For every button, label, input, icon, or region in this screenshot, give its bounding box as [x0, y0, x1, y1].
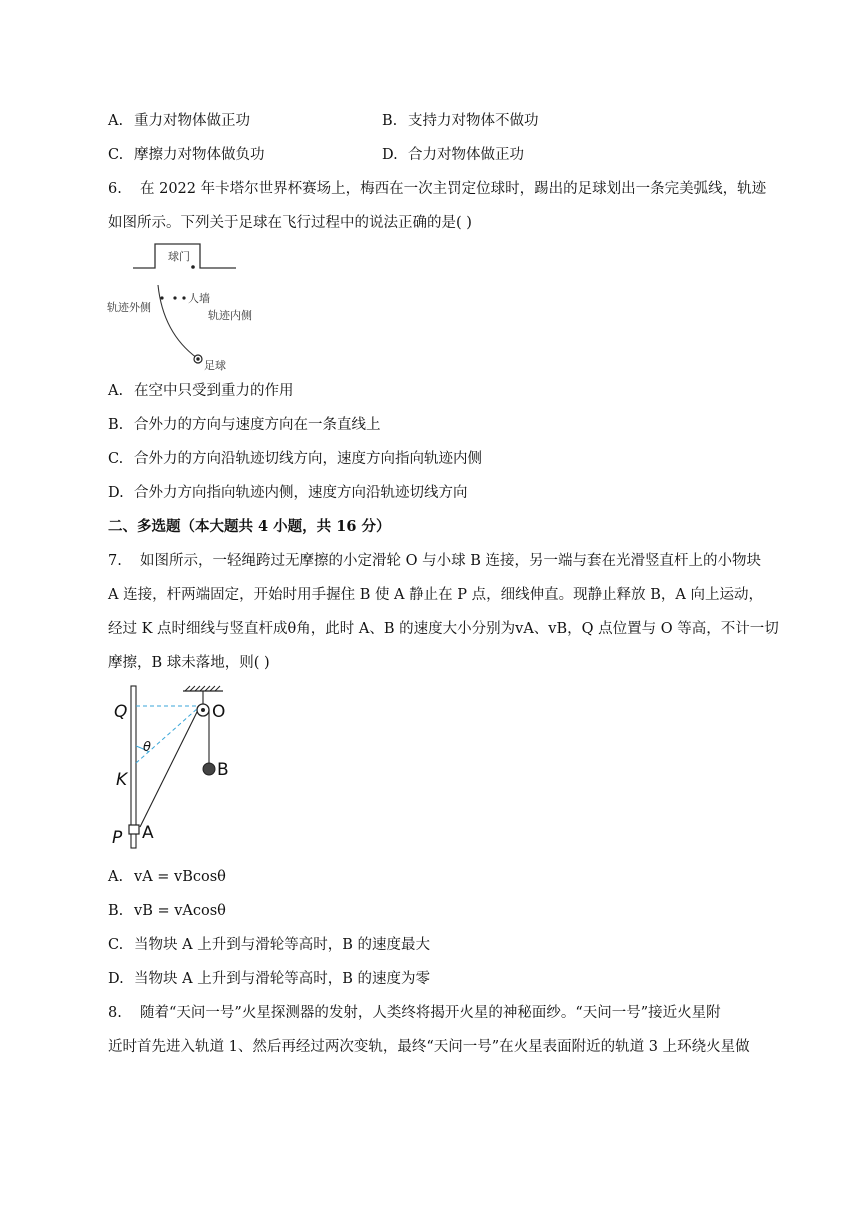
theta-label: θ [143, 740, 151, 755]
q7-stem-line3: 经过 K 点时细线与竖直杆成θ角，此时 A、B 的速度大小分别为vA、vB，Q 点位置与 O 等高，不计一切 [108, 621, 779, 637]
option-label: D. [382, 147, 398, 163]
question-number: 6. [108, 181, 122, 197]
inner-side-label: 轨迹内侧 [208, 309, 252, 322]
q5-option-b [382, 111, 539, 131]
ball-label: 足球 [204, 359, 226, 372]
q6-stem-line2: 如图所示。下列关于足球在飞行过程中的说法正确的是( ) [108, 215, 472, 231]
point-q-label: Q [114, 702, 128, 722]
point-p-label: P [112, 828, 123, 848]
wall-dot [160, 296, 163, 299]
goal-target-dot [191, 265, 195, 269]
section-heading: 二、多选题（本大题共 4 小题，共 16 分） [108, 518, 391, 535]
ball-icon-center [196, 357, 199, 360]
option-label: C. [108, 147, 124, 163]
goal-label: 球门 [168, 250, 190, 263]
q7-stem-text: 如图所示，一轻绳跨过无摩擦的小定滑轮 O 与小球 B 连接，另一端与套在光滑竖直杆上的小物块 [140, 553, 761, 569]
block-a [129, 825, 139, 834]
q7-option-a [108, 867, 226, 887]
option-text: 重力对物体做正功 [134, 113, 250, 129]
point-b-label: B [217, 760, 229, 780]
option-text: 支持力对物体不做功 [408, 113, 539, 129]
q8-stem-line1 [108, 1003, 721, 1023]
option-text: vB = vAcosθ [134, 903, 226, 919]
option-label: B. [108, 417, 124, 433]
point-o-label: O [212, 702, 226, 722]
option-label: A. [108, 113, 124, 129]
q6-option-b [108, 415, 381, 435]
wall-dot [173, 296, 176, 299]
option-label: D. [108, 971, 124, 987]
q7-stem-line2: A 连接，杆两端固定，开始时用手握住 B 使 A 静止在 P 点，细线伸直。现静止释放 B，A 向上运动， [108, 587, 763, 603]
option-text: 当物块 A 上升到与滑轮等高时，B 的速度为零 [134, 971, 430, 987]
block-a-label: A [142, 823, 154, 843]
ceiling-hatch [185, 686, 220, 691]
q7-stem-line1 [108, 551, 761, 571]
question-number: 8. [108, 1005, 122, 1021]
q6-option-c [108, 449, 482, 469]
option-text: vA = vBcosθ [134, 869, 226, 885]
q7-option-b [108, 901, 226, 921]
option-label: A. [108, 869, 124, 885]
option-label: B. [382, 113, 398, 129]
q5-option-a [108, 111, 250, 131]
wall-dot [182, 296, 185, 299]
q6-option-a [108, 381, 294, 401]
point-k-label: K [116, 770, 128, 790]
q8-stem-text: 随着“天问一号”火星探测器的发射，人类终将揭开火星的神秘面纱。“天问一号”接近火星附 [140, 1005, 721, 1021]
option-text: 摩擦力对物体做负功 [134, 147, 265, 163]
option-text: 合力对物体做正功 [408, 147, 524, 163]
option-text: 当物块 A 上升到与滑轮等高时，B 的速度最大 [134, 937, 430, 953]
option-text: 在空中只受到重力的作用 [134, 383, 294, 399]
option-label: D. [108, 485, 124, 501]
option-label: A. [108, 383, 124, 399]
q7-figure [105, 683, 255, 855]
ball-b-icon [203, 763, 215, 775]
option-label: B. [108, 903, 124, 919]
option-label: C. [108, 937, 124, 953]
option-label: C. [108, 451, 124, 467]
q6-stem-line1 [108, 179, 766, 199]
q6-figure [105, 238, 265, 373]
q6-option-d [108, 483, 468, 503]
pulley-axle [201, 708, 205, 712]
q7-option-c [108, 935, 430, 955]
q7-option-d [108, 969, 430, 989]
wall-label: 人墙 [188, 292, 210, 305]
q8-stem-line2: 近时首先进入轨道 1、然后再经过两次变轨，最终“天问一号”在火星表面附近的轨道 3 上环绕火星做 [108, 1039, 750, 1055]
option-text: 合外力方向指向轨迹内侧，速度方向沿轨迹切线方向 [134, 485, 468, 501]
rope-a-to-pulley [140, 712, 197, 827]
vertical-rod [131, 686, 136, 848]
q5-option-c [108, 145, 265, 165]
option-text: 合外力的方向与速度方向在一条直线上 [134, 417, 381, 433]
q6-stem-text: 在 2022 年卡塔尔世界杯赛场上，梅西在一次主罚定位球时，踢出的足球划出一条完美弧线，轨迹 [140, 181, 767, 197]
q5-option-d [382, 145, 524, 165]
option-text: 合外力的方向沿轨迹切线方向，速度方向指向轨迹内侧 [134, 451, 482, 467]
outer-side-label: 轨迹外侧 [107, 301, 151, 314]
question-number: 7. [108, 553, 122, 569]
q7-stem-line4: 摩擦，B 球未落地，则( ) [108, 655, 270, 671]
